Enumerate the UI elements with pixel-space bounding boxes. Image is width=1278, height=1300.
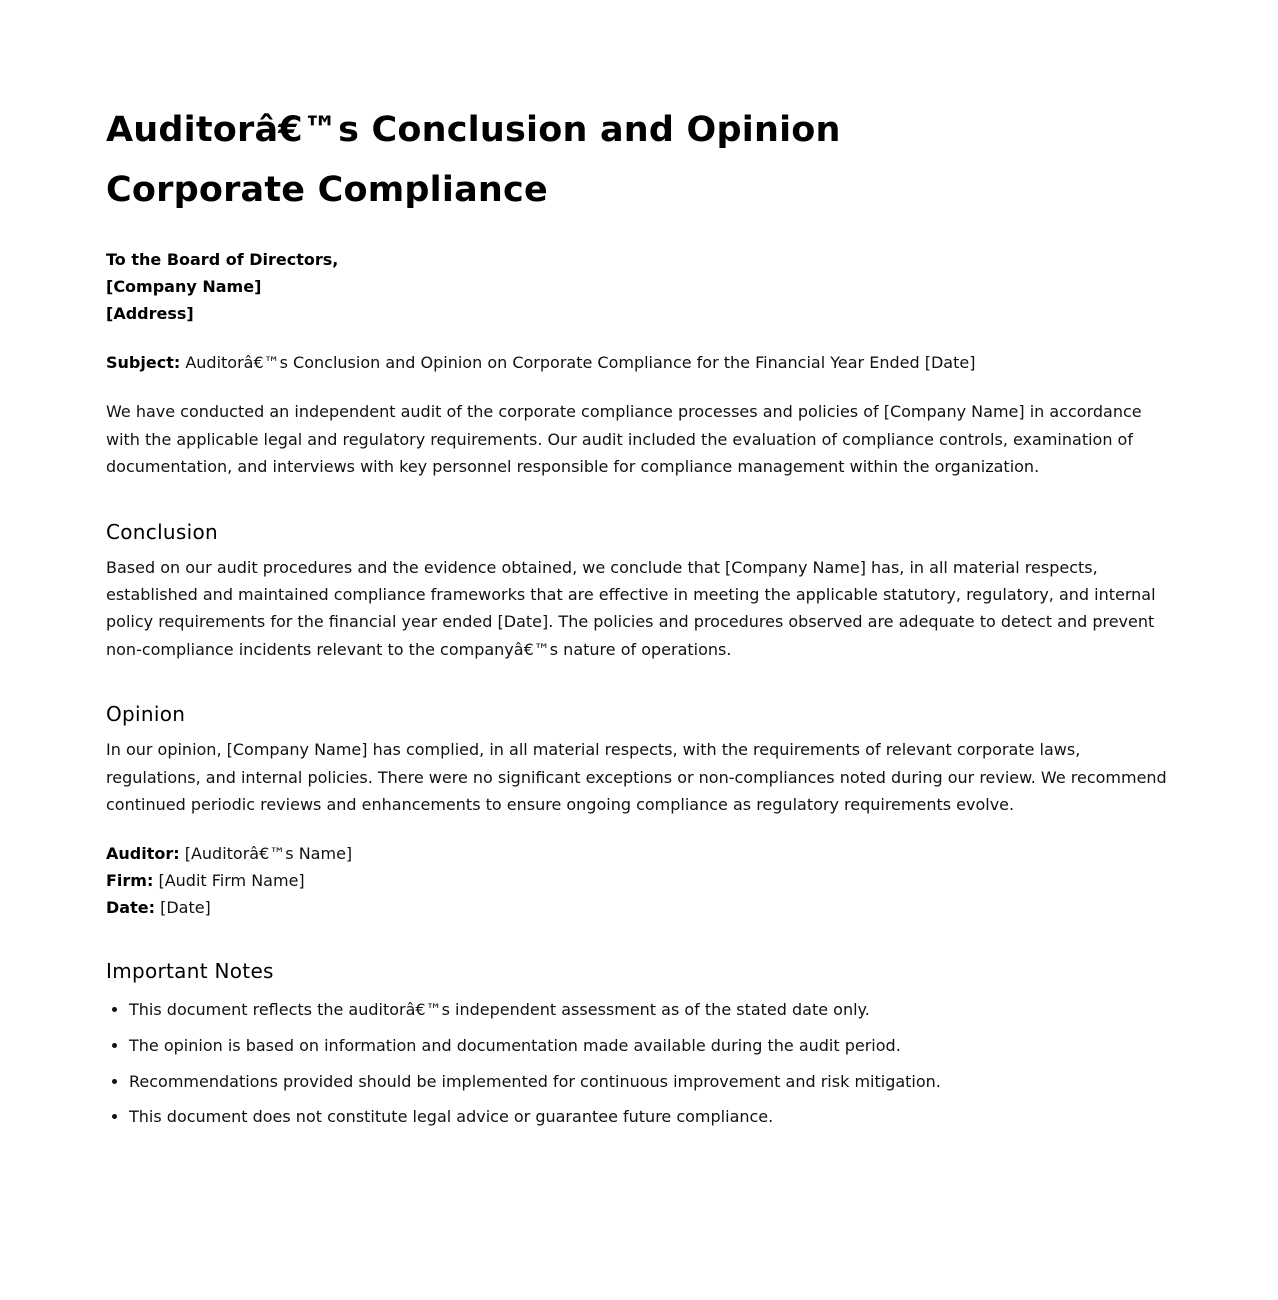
list-item: • Recommendations provided should be implemented for continuous improvement and risk mitigation. [129, 1069, 1172, 1095]
subject-label: Subject: [106, 353, 181, 372]
addressee-line-1: To the Board of Directors, [106, 250, 339, 269]
important-notes-list [106, 997, 1172, 1130]
title-line-2: Corporate Compliance [106, 170, 548, 210]
addressee-line-2: [Company Name] [106, 277, 262, 296]
subject-text: Auditorâ€™s Conclusion and Opinion on Corporate Compliance for the Financial Year Ended [Date] [180, 353, 976, 372]
list-item: • This document reflects the auditorâ€™s independent assessment as of the stated date only. [129, 997, 1172, 1023]
date-value: [Date] [154, 898, 211, 918]
title-line-1: Auditorâ€™s Conclusion and Opinion [106, 110, 841, 150]
signature-block [106, 840, 1172, 921]
subject-line [106, 349, 1172, 376]
auditor-row [106, 840, 1172, 867]
firm-row [106, 867, 1172, 894]
conclusion-paragraph: Based on our audit procedures and the evidence obtained, we conclude that [Company Name] has, in all material respects, established and maintained compliance frameworks that are effective in meeting the applicable statutory, regulatory, and internal policy requirements for the financial year ended [Date]. The policies and procedures observed are adequate to detect and prevent non-compliance incidents relevant to the companyâ€™s nature of operations. [106, 557, 1156, 659]
intro-paragraph: We have conducted an independent audit of the corporate compliance processes and policies of [Company Name] in accordance with the applicable legal and regulatory requirements. Our audit included the evaluation of compliance controls, examination of documentation, and interviews with key personnel responsible for compliance management within the organization. [106, 402, 1142, 477]
firm-value: [Audit Firm Name] [153, 871, 305, 891]
opinion-heading: Opinion [106, 702, 186, 727]
date-label: Date: [106, 898, 155, 918]
addressee-block [106, 246, 1172, 327]
firm-label: Firm: [106, 871, 154, 891]
conclusion-heading: Conclusion [106, 519, 218, 544]
list-item: • This document does not constitute legal advice or guarantee future compliance. [129, 1104, 1172, 1130]
opinion-paragraph: In our opinion, [Company Name] has complied, in all material respects, with the requirements of relevant corporate laws, regulations, and internal policies. There were no significant exceptions or non-compliances noted during our review. We recommend continued periodic reviews and enhancements to ensure ongoing compliance as regulatory requirements evolve. [106, 740, 1167, 815]
document-title [106, 0, 1172, 220]
important-notes-heading: Important Notes [106, 959, 274, 984]
auditor-value: [Auditorâ€™s Name] [179, 844, 353, 864]
addressee-line-3: [Address] [106, 304, 194, 323]
auditor-label: Auditor: [106, 844, 180, 864]
list-item: • The opinion is based on information and documentation made available during the audit period. [129, 1033, 1172, 1059]
date-row [106, 894, 1172, 921]
